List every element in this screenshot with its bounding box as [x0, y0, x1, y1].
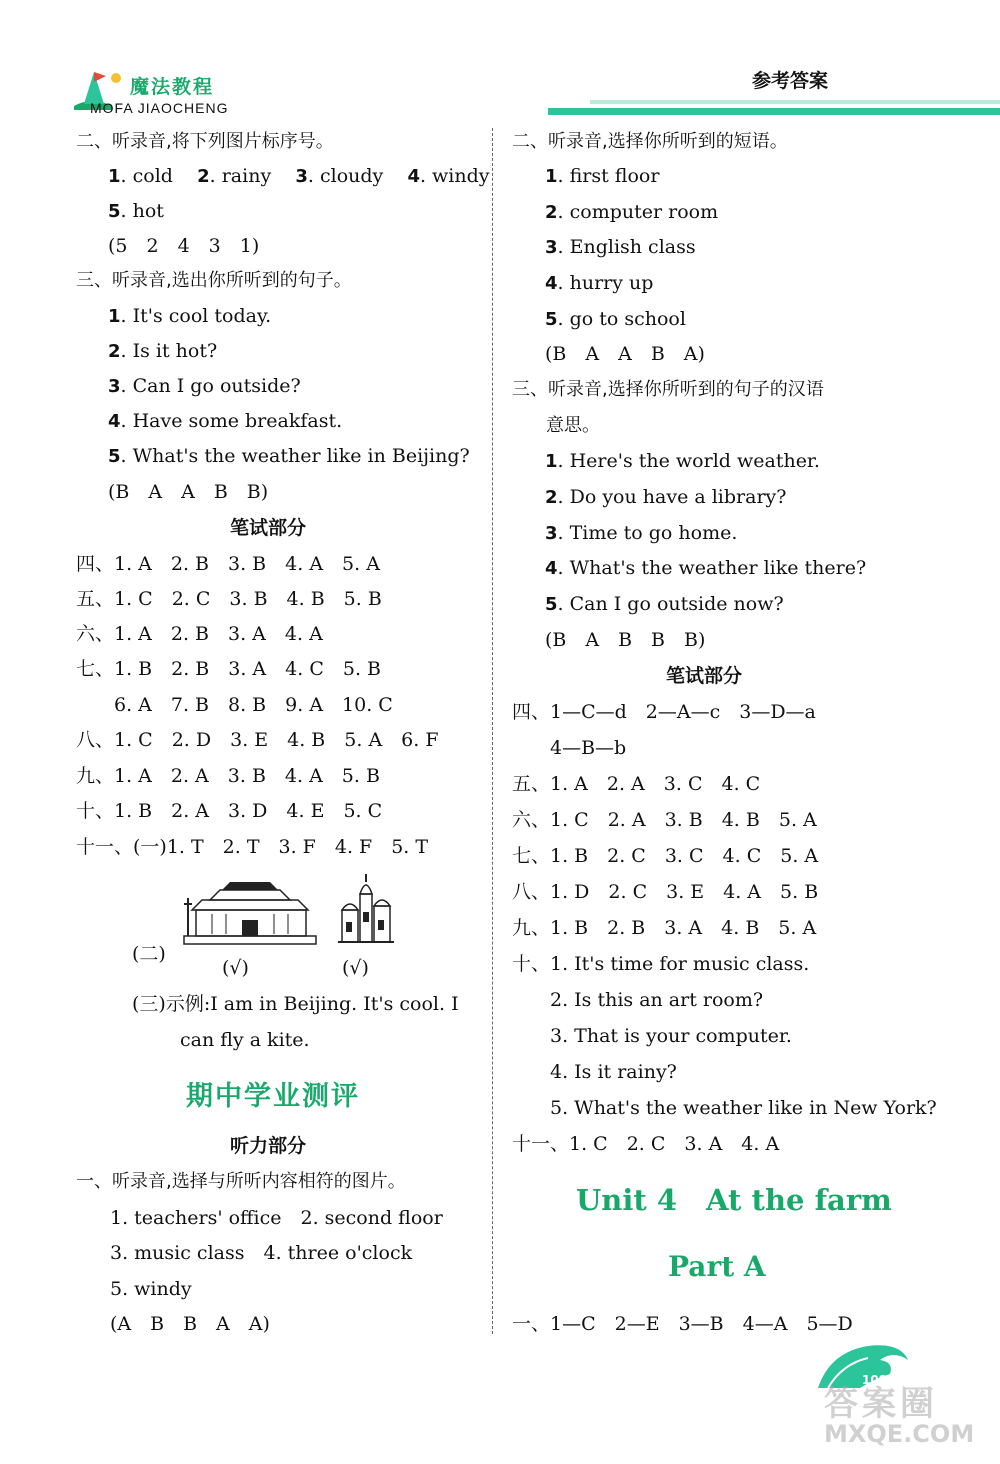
answer-row: 4. Is it rainy? [512, 1061, 677, 1083]
item-text: . It's cool today. [120, 305, 272, 327]
item-number: 1 [545, 451, 558, 472]
answer-line [108, 164, 490, 189]
check-mark: (√) [342, 957, 369, 979]
item-number: 5 [108, 446, 121, 467]
kremlin-picture-icon [336, 872, 396, 948]
list-item [545, 271, 653, 296]
answer-row: 6. A 7. B 8. B 9. A 10. C [76, 694, 393, 716]
answer-row: 八、1. C 2. D 3. E 4. B 5. A 6. F [76, 729, 439, 751]
list-item [108, 339, 217, 364]
column-divider [492, 128, 493, 1334]
answer-row: 3. That is your computer. [512, 1025, 792, 1047]
answer-row: 六、1. C 2. A 3. B 4. B 5. A [512, 809, 817, 831]
answer-row: 4—B—b [512, 737, 627, 759]
header-rule-light [590, 100, 1000, 104]
logo-english-text: MOFA JIAOCHENG [90, 100, 229, 116]
item-text: . What's the weather like in Beijing? [120, 445, 470, 467]
item-number: 3 [295, 166, 308, 187]
page-header [0, 0, 1000, 128]
answer-row: 十一、(一)1. T 2. T 3. F 4. F 5. T [76, 836, 429, 858]
item-text: . first floor [557, 165, 660, 187]
answer-row: 一、1—C 2—E 3—B 4—A 5—D [512, 1313, 853, 1335]
section-heading: 二、听录音,将下列图片标序号。 [76, 131, 334, 152]
answer-row: 八、1. D 2. C 3. E 4. A 5. B [512, 881, 819, 903]
item-text: . Is it hot? [120, 340, 218, 362]
answer-key: (B A B B B) [545, 629, 706, 651]
answer-row: 5. What's the weather like in New York? [512, 1097, 937, 1119]
logo-chinese-text: 魔法教程 [130, 76, 215, 98]
item-number: 2 [545, 487, 558, 508]
item-number: 5 [545, 594, 558, 615]
item-number: 2 [108, 341, 121, 362]
answer-line: 1. teachers' office 2. second floor [110, 1207, 443, 1229]
item-number: 4 [545, 558, 558, 579]
midterm-heading: 期中学业测评 [186, 1081, 360, 1112]
answer-row: 九、1. A 2. A 3. B 4. A 5. B [76, 765, 380, 787]
item-number: 1 [108, 166, 121, 187]
item-text: . rainy [209, 165, 272, 187]
answer-row: 九、1. B 2. B 3. A 4. B 5. A [512, 917, 817, 939]
item-number: 3 [108, 376, 121, 397]
list-item [545, 485, 786, 510]
list-item [545, 592, 784, 617]
page-number: 109 [862, 1373, 888, 1387]
header-rule [548, 108, 1000, 115]
item-number: 3 [545, 523, 558, 544]
item-text: . Here's the world weather. [557, 450, 820, 472]
answer-line: can fly a kite. [180, 1029, 310, 1051]
section-heading: 二、听录音,选择你所听到的短语。 [512, 131, 788, 152]
sub-question-label: (二) [132, 943, 166, 965]
list-item [545, 200, 718, 225]
item-number: 5 [545, 309, 558, 330]
answer-key: (A B B A A) [110, 1313, 270, 1335]
item-number: 4 [545, 273, 558, 294]
watermark [824, 1376, 994, 1450]
answer-key: (5 2 4 3 1) [108, 235, 260, 257]
item-number: 1 [108, 306, 121, 327]
list-item [545, 235, 696, 260]
section-heading: 一、听录音,选择与所听内容相符的图片。 [76, 1171, 406, 1192]
answer-row: 四、1—C—d 2—A—c 3—D—a [512, 701, 816, 723]
list-item [108, 374, 301, 399]
answer-row: 十一、1. C 2. C 3. A 4. A [512, 1133, 780, 1155]
item-number: 4 [407, 166, 420, 187]
tiananmen-picture-icon [182, 878, 318, 948]
list-item [108, 409, 342, 434]
item-text: . hot [120, 200, 164, 222]
answer-line: 5. windy [110, 1278, 192, 1300]
section-title: 笔试部分 [666, 665, 743, 687]
answer-row: 四、1. A 2. B 3. B 4. A 5. A [76, 553, 380, 575]
section-title: 听力部分 [230, 1135, 307, 1157]
answer-row: 十、1. B 2. A 3. D 4. E 5. C [76, 800, 383, 822]
answer-key: (B A A B A) [545, 343, 705, 365]
section-heading: 三、听录音,选出你所听到的句子。 [76, 270, 352, 291]
item-number: 1 [545, 166, 558, 187]
item-text: . What's the weather like there? [557, 557, 867, 579]
item-text: . go to school [557, 308, 686, 330]
item-text: . English class [557, 236, 696, 258]
list-item [108, 444, 470, 469]
answer-row: 五、1. C 2. C 3. B 4. B 5. B [76, 588, 382, 610]
item-text: . windy [419, 165, 490, 187]
watermark-chinese: 答案圈 [824, 1384, 938, 1424]
item-text: . computer room [557, 201, 719, 223]
answer-line [108, 199, 164, 224]
section-heading: 三、听录音,选择你所听到的句子的汉语 [512, 379, 824, 400]
answer-row: 七、1. B 2. B 3. A 4. C 5. B [76, 658, 381, 680]
item-text: . cold [120, 165, 173, 187]
list-item [545, 164, 659, 189]
answer-row: 十、1. It's time for music class. [512, 953, 810, 975]
answer-key: (B A A B B) [108, 481, 269, 503]
item-text: . Can I go outside now? [557, 593, 784, 615]
unit-heading: Unit 4 At the farm [576, 1183, 892, 1217]
answer-row: 2. Is this an art room? [512, 989, 764, 1011]
watermark-url: MXQE.COM [824, 1420, 975, 1448]
page-title: 参考答案 [752, 70, 829, 92]
publisher-logo [72, 66, 292, 122]
item-number: 5 [108, 201, 121, 222]
item-text: . hurry up [557, 272, 654, 294]
list-item [545, 307, 686, 332]
answer-line: 3. music class 4. three o'clock [110, 1242, 413, 1264]
item-text: . Do you have a library? [557, 486, 787, 508]
answer-row: 五、1. A 2. A 3. C 4. C [512, 773, 761, 795]
item-text: . Can I go outside? [120, 375, 301, 397]
list-item [545, 449, 820, 474]
list-item [545, 521, 737, 546]
check-mark: (√) [222, 957, 249, 979]
answer-row: 六、1. A 2. B 3. A 4. A [76, 623, 323, 645]
list-item [545, 556, 866, 581]
list-item [108, 304, 271, 329]
item-number: 4 [108, 411, 121, 432]
item-number: 3 [545, 237, 558, 258]
item-number: 2 [197, 166, 210, 187]
part-heading: Part A [668, 1250, 766, 1283]
item-number: 2 [545, 202, 558, 223]
answer-row: 七、1. B 2. C 3. C 4. C 5. A [512, 845, 819, 867]
section-title: 笔试部分 [230, 517, 307, 539]
item-text: . cloudy [307, 165, 384, 187]
answer-line: (三)示例:I am in Beijing. It's cool. I [132, 993, 459, 1015]
item-text: . Have some breakfast. [120, 410, 343, 432]
section-heading-continued: 意思。 [546, 415, 600, 436]
item-text: . Time to go home. [557, 522, 738, 544]
